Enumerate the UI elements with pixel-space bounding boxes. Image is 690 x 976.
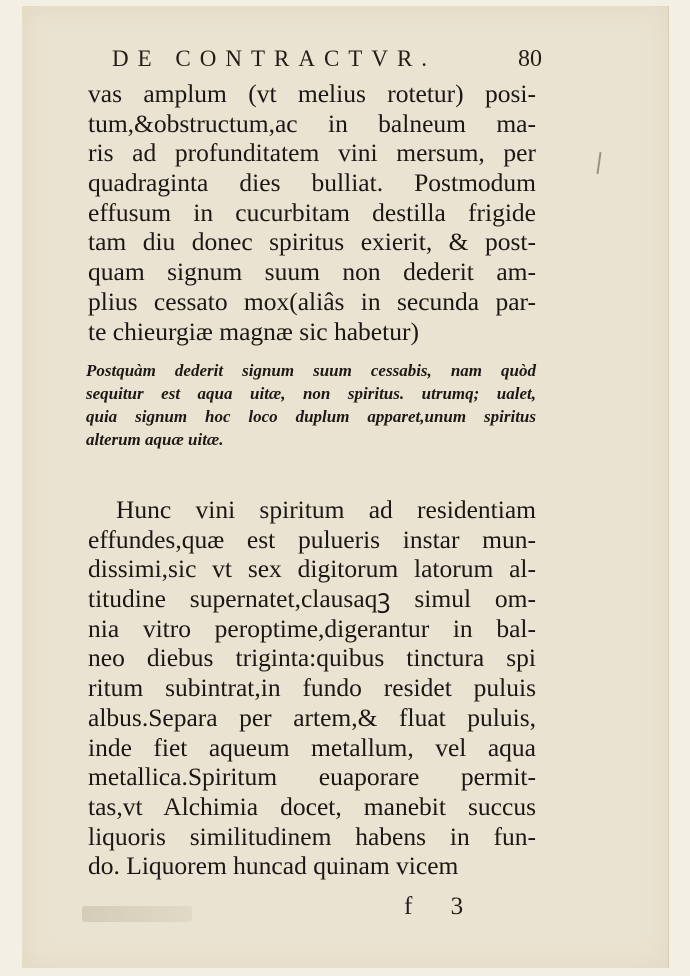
text-line: tum,&obstructum,ac in balneum ma- [88, 108, 536, 138]
text-line: vas amplum (vt melius rotetur) posi- [88, 79, 536, 108]
note-line: quia signum hoc loco duplum apparet,unum spiritus [86, 407, 536, 426]
text-line: tas,vt Alchimia docet, manebit succus [88, 791, 536, 821]
text-line: tam diu donec spiritus exierit, & post- [88, 227, 536, 257]
text-line: Hunc vini spiritum ad residentiam [116, 495, 536, 524]
bleed-through-smudge [82, 906, 192, 922]
text-line: dissimi,sic vt sex digitorum latorum al- [88, 554, 536, 584]
text-line: effusum in cucurbitam destilla frigide [88, 197, 536, 227]
text-line: quadraginta dies bulliat. Postmodum [88, 168, 536, 198]
text-line: liquoris similitudinem habens in fun- [88, 821, 536, 851]
text-line: albus.Separa per artem,& fluat puluis, [88, 702, 536, 732]
page-number: 80 [518, 46, 542, 72]
text-line: effundes,quæ est pulueris instar mun- [88, 524, 536, 554]
page-header [112, 46, 542, 76]
margin-mark [596, 152, 601, 174]
paragraph-1 [88, 79, 536, 346]
text-line: te chieurgiæ magnæ sic habetur) [88, 316, 419, 346]
note-line: Postquàm dederit signum suum cessabis, nam quòd [86, 361, 536, 380]
note-line: alterum aquæ uitæ. [86, 430, 224, 449]
text-line: neo diebus triginta:quibus tinctura spi [88, 643, 536, 673]
paragraph-2 [88, 495, 536, 881]
text-line: ritum subintrat,in fundo residet puluis [88, 673, 536, 703]
text-line: inde fiet aqueum metallum, vel aqua [88, 732, 536, 762]
signature-mark: f 3 [404, 893, 480, 920]
text-line: do. Liquorem huncad quinam vicem [88, 851, 459, 881]
text-line: quam signum suum non dederit am- [88, 257, 536, 287]
text-line: ris ad profunditatem vini mersum, per [88, 138, 536, 168]
text-line: titudine supernatet,clausaqꝫ simul om- [88, 584, 536, 614]
text-line: metallica.Spiritum euaporare permit- [88, 762, 536, 792]
text-line: plius cessato mox(aliâs in secunda par- [88, 286, 536, 316]
note-line: sequitur est aqua uitæ, non spiritus. utrumq; ualet, [86, 384, 536, 403]
italic-note [86, 359, 536, 451]
running-head: DE CONTRACTVR. [112, 46, 437, 71]
text-line: nia vitro peroptime,digerantur in bal- [88, 613, 536, 643]
